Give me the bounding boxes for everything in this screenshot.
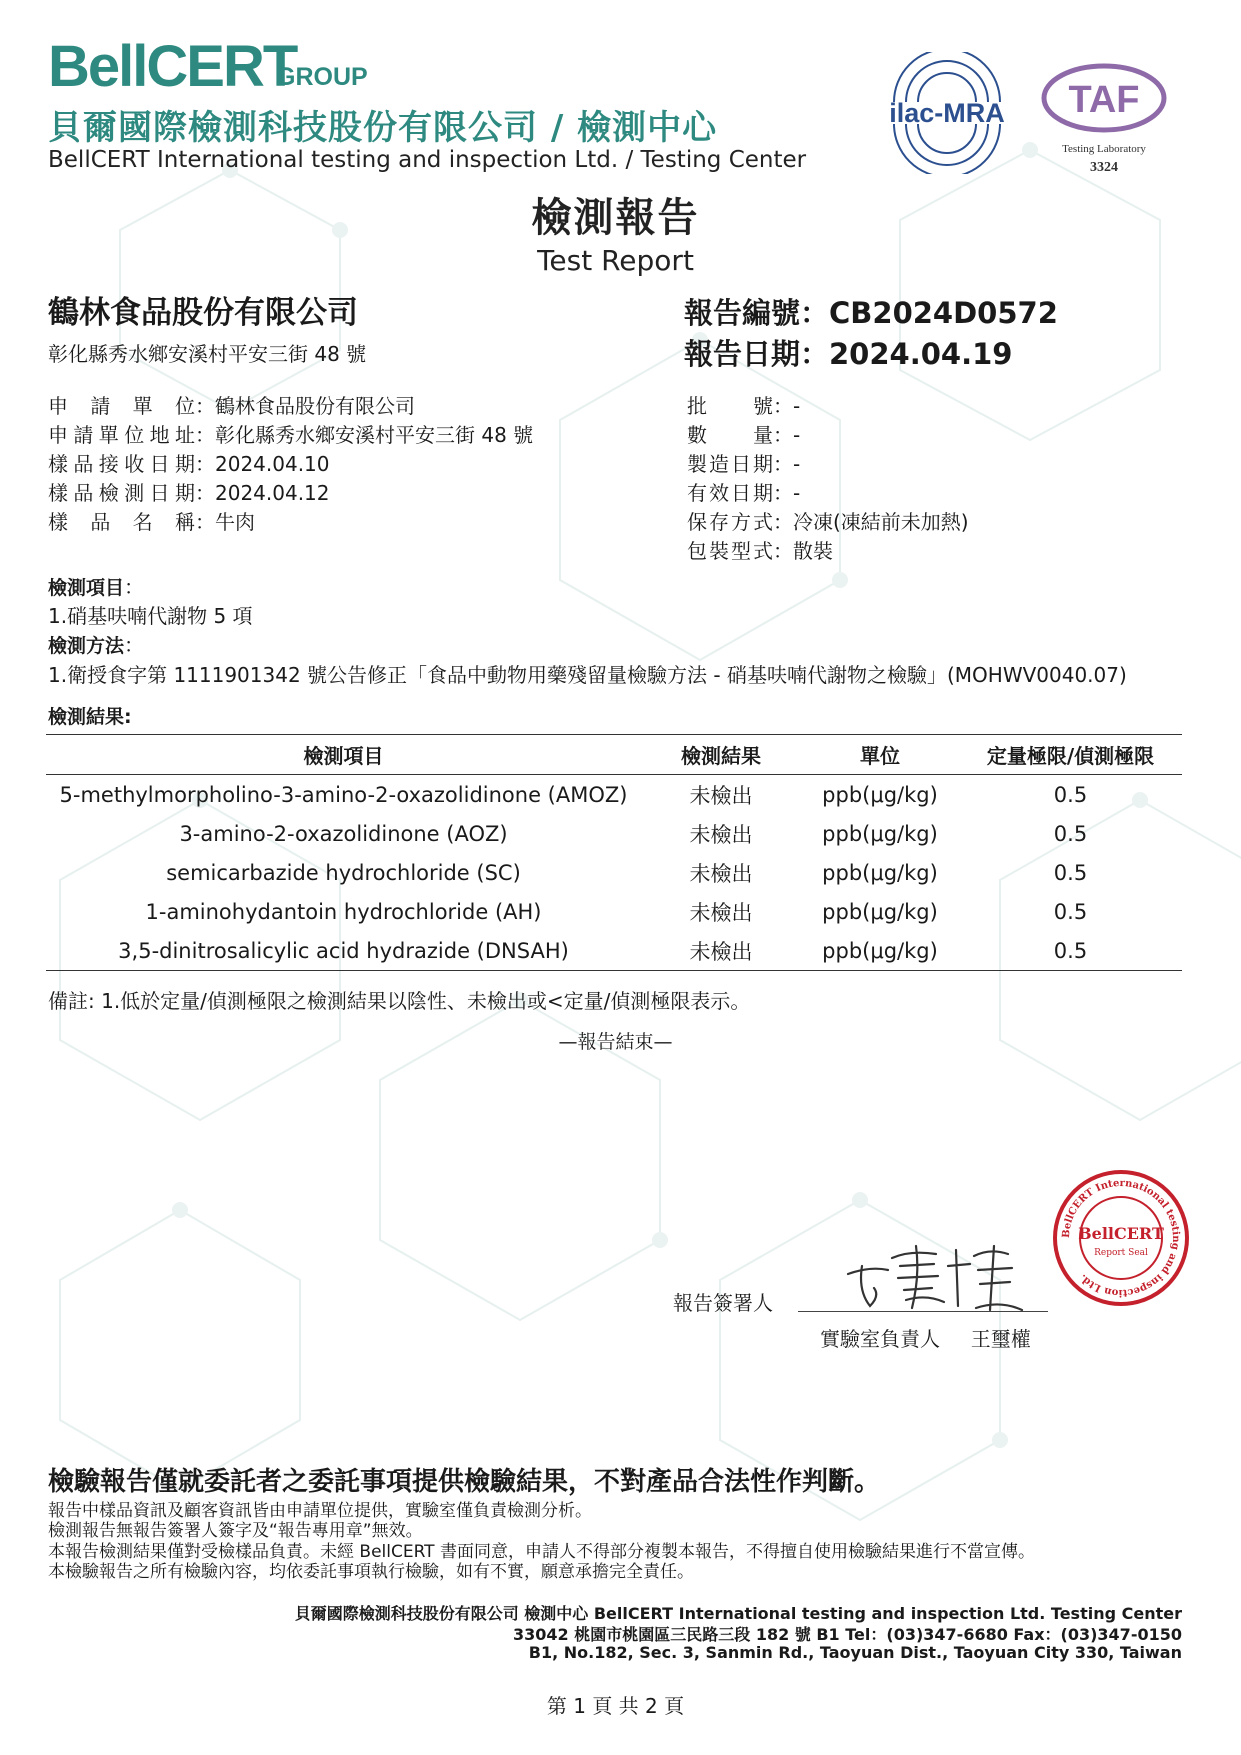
info-value: ：散裝 <box>773 539 833 563</box>
signature-line <box>798 1311 1048 1312</box>
client-name: 鶴林食品股份有限公司 <box>48 295 358 331</box>
handwritten-signature <box>840 1236 1030 1316</box>
table-row <box>46 775 1182 815</box>
taf-text: TAF <box>1068 79 1140 121</box>
test-method-heading: 檢測方法 <box>48 635 125 657</box>
ilac-mra-logo <box>884 52 1010 174</box>
cell-unit: ppb(μg/kg) <box>822 782 938 807</box>
info-row-applicant-address <box>48 421 533 450</box>
report-end-mark: —報告結束— <box>558 1031 673 1053</box>
cell-result: 未檢出 <box>689 783 753 808</box>
remark-note: 備註: 1.低於定量/偵測極限之檢測結果以陰性、未檢出或<定量/偵測極限表示。 <box>48 989 751 1013</box>
signer-name: 王璽權 <box>970 1327 1031 1351</box>
test-items-heading-row <box>48 571 144 600</box>
info-row-manufacture-date <box>687 450 969 479</box>
info-value: ：鶴林食品股份有限公司 <box>195 394 415 418</box>
seal-sub-text: Report Seal <box>1094 1248 1148 1258</box>
info-label: 製造日期 <box>687 452 773 476</box>
table-row <box>46 853 1182 892</box>
test-method-heading-row <box>48 629 144 658</box>
taf-caption: Testing Laboratory <box>1062 143 1146 155</box>
info-row-batch <box>687 392 969 421</box>
cell-result: 未檢出 <box>689 822 753 847</box>
info-row-test-date <box>48 479 533 508</box>
info-row-storage <box>687 508 969 537</box>
info-value: ：冷凍(凍結前未加熱) <box>773 510 969 534</box>
info-row-received-date <box>48 450 533 479</box>
footer-address-zh: 33042 桃園市桃園區三民路三段 182 號 B1 Tel：(03)347-6680 Fax：(03)347-0150 <box>513 1625 1182 1644</box>
info-value: ：2024.04.10 <box>195 452 330 476</box>
test-items-colon: ： <box>124 575 145 599</box>
cell-item: 3,5-dinitrosalicylic acid hydrazide (DNSAH) <box>46 931 641 971</box>
cell-unit: ppb(μg/kg) <box>822 899 938 924</box>
info-label: 有效日期 <box>687 481 773 505</box>
cell-result: 未檢出 <box>641 931 801 971</box>
cell-limit: 0.5 <box>959 931 1182 971</box>
table-row <box>46 931 1182 971</box>
cell-limit: 0.5 <box>1053 899 1088 924</box>
cell-limit: 0.5 <box>1053 860 1088 885</box>
column-header-result: 檢測結果 <box>641 735 801 775</box>
test-method-text: 1.衛授食字第 1111901342 號公告修正「食品中動物用藥殘留量檢驗方法 - 硝基呋喃代謝物之檢驗」(MOHWV0040.07) <box>48 663 1127 687</box>
bellcert-logo: BellCERT <box>48 34 297 99</box>
info-row-sample-name <box>48 508 533 537</box>
cell-item: 1-aminohydantoin hydrochloride (AH) <box>145 899 542 924</box>
disclaimer-line: 本檢驗報告之所有檢驗內容，均依委託事項執行檢驗，如有不實，願意承擔完全責任。 <box>48 1562 694 1582</box>
sample-info-left <box>48 392 533 537</box>
bellcert-group-label: GROUP <box>276 63 368 91</box>
results-table <box>46 734 1182 971</box>
sample-info-right <box>687 392 969 566</box>
info-value: ：- <box>773 394 801 418</box>
report-title-english: Test Report <box>537 244 694 277</box>
info-value: ：- <box>773 452 801 476</box>
info-value: ：牛肉 <box>195 510 255 534</box>
info-value: ：彰化縣秀水鄉安溪村平安三街 48 號 <box>195 423 534 447</box>
info-row-applicant <box>48 392 533 421</box>
info-row-packaging <box>687 537 969 566</box>
company-name-chinese: 貝爾國際檢測科技股份有限公司 / 檢測中心 <box>48 108 718 148</box>
table-row <box>46 814 1182 853</box>
info-label: 樣品檢測日期 <box>48 481 195 505</box>
info-label: 申請單位地址 <box>48 423 195 447</box>
info-row-quantity <box>687 421 969 450</box>
info-label: 申請單位 <box>48 394 195 418</box>
seal-ring-text: BellCERT International testing and inspection Ltd. <box>1060 1177 1182 1299</box>
signer-label: 報告簽署人 <box>673 1291 773 1315</box>
info-label: 批號 <box>687 394 773 418</box>
cell-item: 3-amino-2-oxazolidinone (AOZ) <box>179 821 508 846</box>
info-value: ：- <box>773 481 801 505</box>
disclaimer-heading: 檢驗報告僅就委託者之委託事項提供檢驗結果，不對產品合法性作判斷。 <box>48 1467 881 1497</box>
report-number: 報告編號：CB2024D0572 <box>684 296 1058 330</box>
page-number: 第 1 頁 共 2 頁 <box>546 1694 685 1718</box>
info-value: ：- <box>773 423 801 447</box>
cell-limit: 0.5 <box>1053 821 1088 846</box>
test-method-colon: ： <box>124 633 145 657</box>
info-label: 數量 <box>687 423 773 447</box>
results-heading: 檢測結果: <box>48 706 132 728</box>
column-header-limit: 定量極限/偵測極限 <box>959 735 1182 775</box>
cell-limit: 0.5 <box>1053 782 1088 807</box>
taf-number: 3324 <box>1090 160 1118 175</box>
info-label: 保存方式 <box>687 510 773 534</box>
test-items-heading: 檢測項目 <box>48 577 125 599</box>
report-seal-stamp <box>1050 1167 1192 1309</box>
column-header-unit: 單位 <box>801 735 959 775</box>
disclaimer-line: 本報告檢測結果僅對受檢樣品負責。未經 BellCERT 書面同意，申請人不得部分複製本報告，不得擅自使用檢驗結果進行不當宣傳。 <box>48 1542 1035 1562</box>
test-items-text: 1.硝基呋喃代謝物 5 項 <box>48 604 253 628</box>
info-label: 包裝型式 <box>687 539 773 563</box>
report-title-chinese: 檢測報告 <box>531 195 700 241</box>
cell-result: 未檢出 <box>689 900 753 925</box>
info-value: ：2024.04.12 <box>195 481 330 505</box>
signer-name-row <box>820 1323 1031 1352</box>
cell-unit: ppb(μg/kg) <box>801 931 959 971</box>
seal-brand-text: BellCERT <box>1078 1224 1164 1243</box>
results-header-row <box>46 735 1182 775</box>
cell-unit: ppb(μg/kg) <box>822 821 938 846</box>
column-header-item: 檢測項目 <box>46 735 641 775</box>
info-row-expiry-date <box>687 479 969 508</box>
footer-company: 貝爾國際檢測科技股份有限公司 檢測中心 BellCERT International testing and inspection Ltd. Testing Center <box>294 1604 1182 1623</box>
cell-unit: ppb(μg/kg) <box>822 860 938 885</box>
table-row <box>46 892 1182 931</box>
ilac-mra-text: ilac-MRA <box>889 98 1005 128</box>
cell-item: 5-methylmorpholino-3-amino-2-oxazolidinone (AMOZ) <box>59 782 628 807</box>
company-name-english: BellCERT International testing and inspection Ltd. / Testing Center <box>48 147 807 173</box>
disclaimer-line: 報告中樣品資訊及顧客資訊皆由申請單位提供，實驗室僅負責檢測分析。 <box>48 1501 592 1521</box>
taf-logo <box>1036 60 1172 178</box>
info-label: 樣品名稱 <box>48 510 195 534</box>
disclaimer-line: 檢測報告無報告簽署人簽字及“報告專用章”無效。 <box>48 1521 423 1541</box>
report-date: 報告日期：2024.04.19 <box>684 337 1013 371</box>
cell-item: semicarbazide hydrochloride (SC) <box>166 860 521 885</box>
cell-result: 未檢出 <box>689 861 753 886</box>
footer-address-en: B1, No.182, Sec. 3, Sanmin Rd., Taoyuan Dist., Taoyuan City 330, Taiwan <box>528 1643 1182 1662</box>
info-label: 樣品接收日期 <box>48 452 195 476</box>
signer-role: 實驗室負責人 <box>820 1327 940 1351</box>
client-address: 彰化縣秀水鄉安溪村平安三街 48 號 <box>48 342 367 366</box>
